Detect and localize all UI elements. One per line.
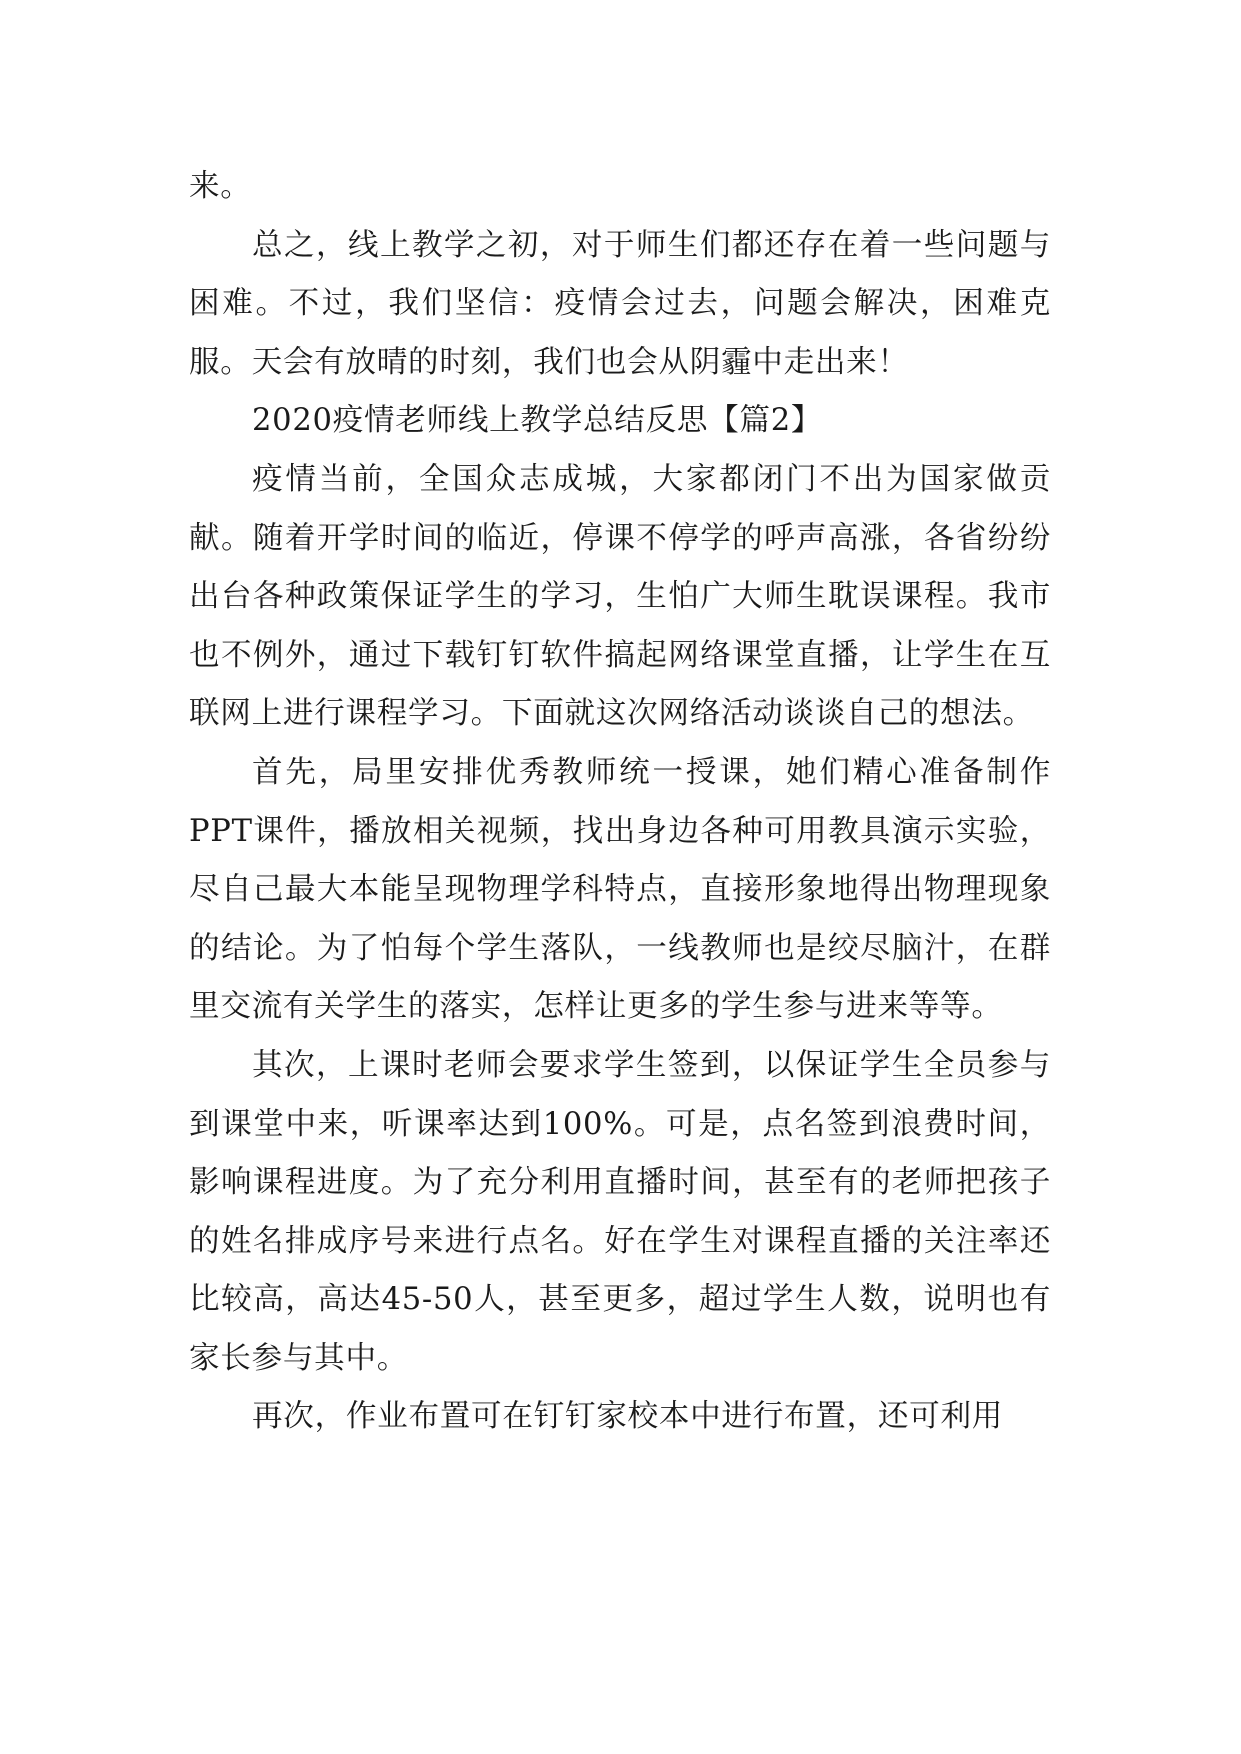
text-column — [189, 158, 1051, 1447]
paragraph-third: 再次，作业布置可在钉钉家校本中进行布置，还可利用 — [252, 1399, 1004, 1435]
paragraph-second: 其次，上课时老师会要求学生签到，以保证学生全员参与到课堂中来，听课率达到100%。可是，点名签到浪费时间，影响课程进度。为了充分利用直播时间，甚至有的老师把孩子的姓名排成序号来进行点名。好在学生对课程直播的关注率还比较高，高达45-50人，甚至更多，超过学生人数，说明也有家长参与其中。 — [189, 1047, 1051, 1376]
paragraph-conclusion: 总之，线上教学之初，对于师生们都还存在着一些问题与困难。不过，我们坚信：疫情会过去，问题会解决，困难克服。天会有放晴的时刻，我们也会从阴霾中走出来！ — [189, 227, 1051, 380]
paragraph-first: 首先，局里安排优秀教师统一授课，她们精心准备制作PPT课件，播放相关视频，找出身边各种可用教具演示实验，尽自己最大本能呈现物理学科特点，直接形象地得出物理现象的结论。为了怕每个学生落队，一线教师也是绞尽脑汁，在群里交流有关学生的落实，怎样让更多的学生参与进来等等。 — [189, 754, 1051, 1025]
paragraph-continuation: 来。 — [189, 169, 252, 204]
paragraph-intro: 疫情当前，全国众志成城，大家都闭门不出为国家做贡献。随着开学时间的临近，停课不停学的呼声高涨，各省纷纷出台各种政策保证学生的学习，生怕广大师生耽误课程。我市也不例外，通过下载钉钉软件搞起网络课堂直播，让学生在互联网上进行课程学习。下面就这次网络活动谈谈自己的想法。 — [189, 461, 1051, 732]
section-heading: 2020疫情老师线上教学总结反思【篇2】 — [252, 403, 823, 439]
